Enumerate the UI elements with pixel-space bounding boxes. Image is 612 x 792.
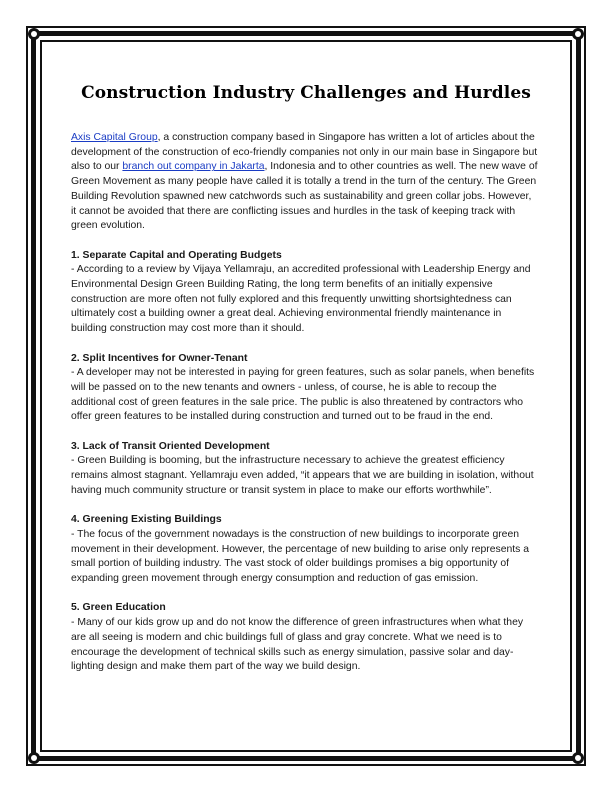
corner-ornament-bottom-right — [572, 752, 584, 764]
page-title: Construction Industry Challenges and Hurdles — [81, 83, 531, 104]
section-body: - According to a review by Vijaya Yellamraju, an accredited professional with Leadership Energy and Environmental Design Green Building Rating, the long term benefits of an initially expensive construction are more often not fully explored and this frequently unwitting shortsightedness can ultimately cost a building owner a great deal. Achieving environmental friendly maintenance in building construction may cost more than it should. — [71, 264, 531, 335]
article-body — [71, 131, 539, 690]
section-heading: 5. Green Education — [71, 602, 166, 614]
corner-ornament-top-left — [28, 28, 40, 40]
intro-text-2: , Indonesia and to other countries as well. The new wave of Green Movement as many people have called it is totally a trend in the turn of the century. The Green Building Revolution spawned new catchwords such as sustainability and green collar jobs. However, it cannot be avoided that there are conflicting issues and hurdles in the task of keeping track with green evolution. — [71, 161, 538, 232]
axis-capital-link[interactable]: Axis Capital Group — [71, 132, 158, 143]
section-body: - The focus of the government nowadays is the construction of new buildings to incorporate green movement in their development. However, the percentage of new building to arise only represents a small portion of building industry. The vast stock of older buildings promises a big opportunity of expanding green movement through energy consumption and reduction of gas emission. — [71, 528, 530, 585]
section-heading: 4. Greening Existing Buildings — [71, 514, 222, 526]
section-body: - Many of our kids grow up and do not know the difference of green infrastructures when what they are all seeing is modern and chic buildings full of glass and gray concrete. What we need is to encourage the development of technical skills such as energy simulation, passive solar and day-lighting design and make them part of the way we build design. — [71, 617, 524, 673]
corner-ornament-top-right — [572, 28, 584, 40]
section-2 — [71, 352, 539, 426]
section-heading: 2. Split Incentives for Owner-Tenant — [71, 352, 248, 364]
section-4 — [71, 513, 539, 587]
corner-ornament-bottom-left — [28, 752, 40, 764]
intro-text-1: , a construction company based in Singapore has written a lot of articles about the development of the construction of eco-friendly companies not only in our main base in Singapore but also to our — [71, 132, 538, 173]
section-3 — [71, 440, 539, 499]
jakarta-branch-link[interactable]: branch out company in Jakarta — [122, 161, 265, 173]
section-body: - Green Building is booming, but the infrastructure necessary to achieve the greatest efficiency remains almost stagnant. Yellamraju even added, “it appears that we are building in isolation, without having much community structure or transit system in place to make our efforts worthwhile”. — [71, 455, 534, 496]
section-heading: 3. Lack of Transit Oriented Development — [71, 440, 270, 452]
section-1 — [71, 249, 539, 337]
section-5 — [71, 601, 539, 675]
section-body: - A developer may not be interested in paying for green features, such as solar panels, when benefits will be passed on to the new tenants and owners - unless, of course, he is able to recoup the additional cost of green features in the sale price. The public is also threatened by contractors who offer green features to be installed during construction and turned out to be fraud in the end. — [71, 367, 535, 423]
section-heading: 1. Separate Capital and Operating Budgets — [71, 249, 282, 261]
intro-paragraph — [71, 131, 539, 234]
